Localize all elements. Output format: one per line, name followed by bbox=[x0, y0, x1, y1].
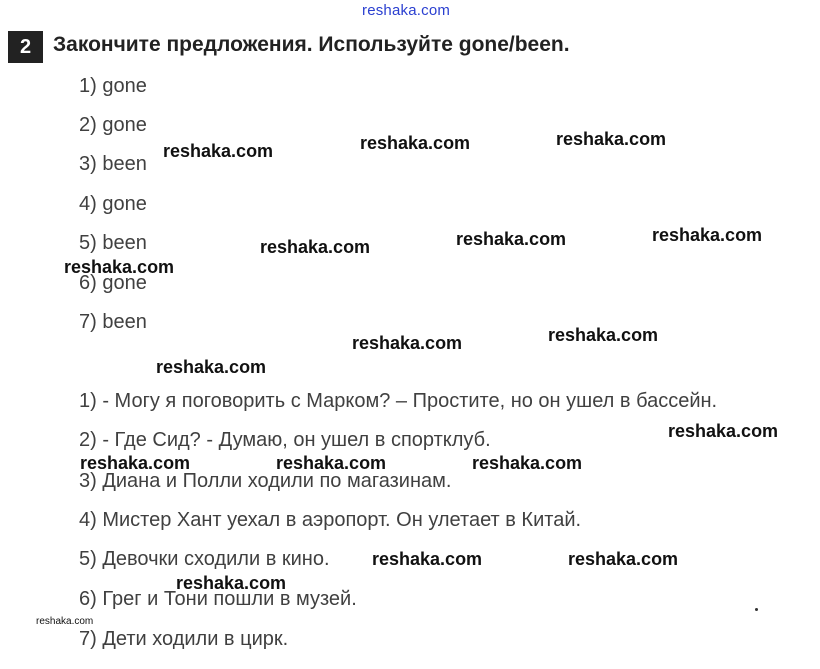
short-answer-3: 3) been bbox=[79, 153, 147, 175]
short-answer-1: 1) gone bbox=[79, 75, 147, 97]
watermark: reshaka.com bbox=[456, 229, 567, 249]
watermark: reshaka.com bbox=[360, 133, 471, 153]
watermark: reshaka.com bbox=[64, 257, 175, 277]
sentence-6: 6) Грег и Тони пошли в музей. bbox=[79, 588, 357, 610]
sentence-2: 2) - Где Сид? - Думаю, он ушел в спортклуб. bbox=[79, 429, 491, 451]
sentence-5: 5) Девочки сходили в кино. bbox=[79, 548, 330, 570]
watermark: reshaka.com bbox=[548, 325, 659, 345]
watermark: reshaka.com bbox=[556, 129, 667, 149]
watermark: reshaka.com bbox=[260, 237, 371, 257]
watermark: reshaka.com bbox=[176, 573, 287, 593]
short-answer-4: 4) gone bbox=[79, 193, 147, 215]
watermark: reshaka.com bbox=[372, 549, 483, 569]
short-answer-7: 7) been bbox=[79, 311, 147, 333]
sentence-4: 4) Мистер Хант уехал в аэропорт. Он улетает в Китай. bbox=[79, 509, 582, 531]
watermark: reshaka.com bbox=[352, 333, 463, 353]
short-answer-6: 6) gone bbox=[79, 272, 147, 294]
watermark: reshaka.com bbox=[80, 453, 191, 473]
watermark: reshaka.com bbox=[163, 141, 274, 161]
sentence-3: 3) Диана и Полли ходили по магазинам. bbox=[79, 470, 452, 492]
task-title: Закончите предложения. Используйте gone/been. bbox=[53, 33, 570, 56]
short-answer-5: 5) been bbox=[79, 232, 147, 254]
watermark: reshaka.com bbox=[156, 357, 267, 377]
watermark: reshaka.com bbox=[568, 549, 679, 569]
watermark: reshaka.com bbox=[472, 453, 583, 473]
sentence-1: 1) - Могу я поговорить с Марком? – Простите, но он ушел в бассейн. bbox=[79, 390, 718, 412]
short-answer-2: 2) gone bbox=[79, 114, 147, 136]
sentence-7: 7) Дети ходили в цирк. bbox=[79, 628, 289, 650]
task-number-badge: 2 bbox=[8, 31, 43, 63]
site-link[interactable]: reshaka.com bbox=[362, 2, 451, 19]
dot-mark bbox=[755, 608, 758, 611]
small-watermark: reshaka.com bbox=[36, 616, 94, 627]
watermark: reshaka.com bbox=[276, 453, 387, 473]
watermark: reshaka.com bbox=[668, 421, 779, 441]
watermark: reshaka.com bbox=[652, 225, 763, 245]
